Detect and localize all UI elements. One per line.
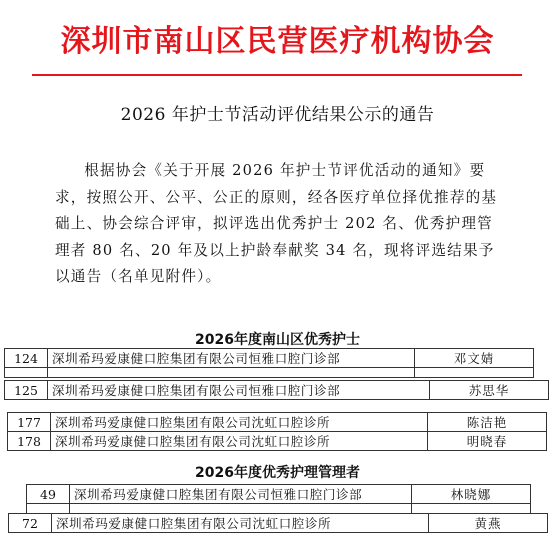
table-row — [5, 349, 534, 368]
row-number: 125 — [5, 381, 48, 400]
row-unit: 深圳希玛爱康健口腔集团有限公司恒雅口腔门诊部 — [48, 349, 415, 368]
table-row — [5, 381, 549, 400]
row-unit: 深圳希玛爱康健口腔集团有限公司沈虹口腔诊所 — [51, 432, 428, 451]
row-unit: 深圳希玛爱康健口腔集团有限公司恒雅口腔门诊部 — [48, 381, 430, 400]
nurse-table-c — [7, 412, 547, 451]
table-row-partial — [5, 368, 534, 378]
row-number: 49 — [27, 485, 70, 504]
section-title-nurses: 2026年度南山区优秀护士 — [195, 332, 360, 348]
manager-table-b — [8, 513, 548, 533]
row-name: 陈洁艳 — [428, 413, 547, 432]
row-number: 177 — [8, 413, 51, 432]
nurse-table-b — [4, 380, 549, 400]
row-name: 邓文婧 — [415, 349, 534, 368]
header-divider — [32, 74, 522, 76]
table-row — [8, 413, 547, 432]
row-number: 124 — [5, 349, 48, 368]
doc-title: 2026 年护士节活动评优结果公示的通告 — [120, 105, 435, 125]
row-unit: 深圳希玛爱康健口腔集团有限公司沈虹口腔诊所 — [51, 413, 428, 432]
manager-table-a — [26, 484, 531, 514]
section-title-managers: 2026年度优秀护理管理者 — [195, 465, 360, 481]
row-name: 林晓娜 — [412, 485, 531, 504]
table-row — [27, 485, 531, 504]
row-number: 178 — [8, 432, 51, 451]
table-row — [8, 432, 547, 451]
row-name: 黄燕 — [429, 514, 548, 533]
row-unit: 深圳希玛爱康健口腔集团有限公司沈虹口腔诊所 — [52, 514, 429, 533]
notice-paragraph: 根据协会《关于开展 2026 年护士节评优活动的通知》要求，按照公开、公平、公正的原则，经各医疗单位择优推荐的基础上、协会综合评审，拟评选出优秀护士 202 名、优秀护理管理者 80 名、20 年及以上护龄奉献奖 34 名，现将评选结果予以通告（名单见附件）。 — [55, 162, 498, 285]
row-unit: 深圳希玛爱康健口腔集团有限公司恒雅口腔门诊部 — [70, 485, 412, 504]
row-name: 明晓春 — [428, 432, 547, 451]
org-title: 深圳市南山区民营医疗机构协会 — [60, 24, 495, 59]
table-row — [9, 514, 548, 533]
table-row-partial — [27, 504, 531, 514]
row-number: 72 — [9, 514, 52, 533]
nurse-table-a — [4, 348, 534, 378]
row-name: 苏思华 — [430, 381, 549, 400]
